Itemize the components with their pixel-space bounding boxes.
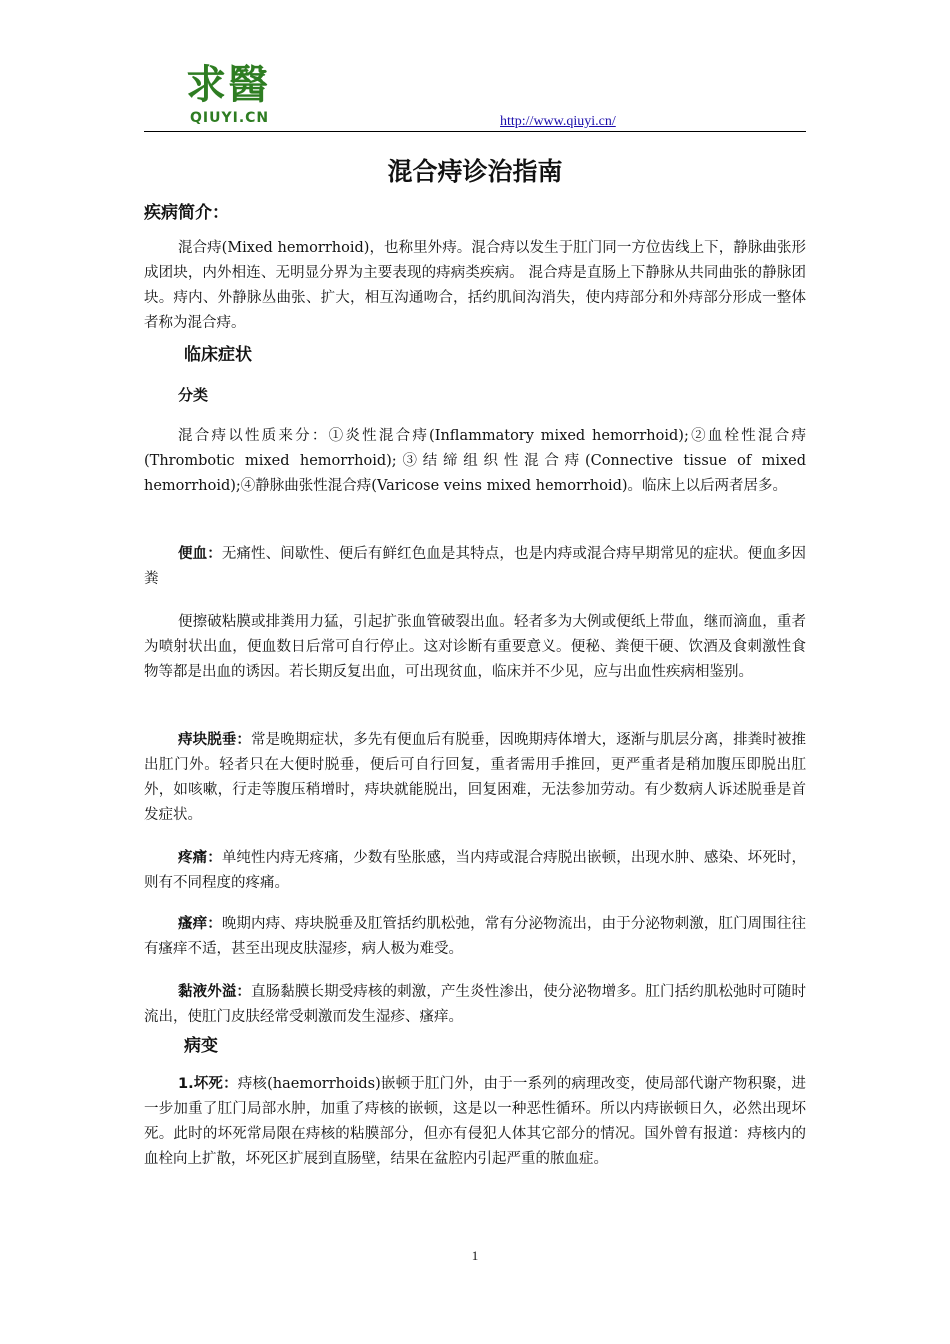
site-url-link[interactable]: http://www.qiuyi.cn/: [500, 114, 616, 129]
itch-paragraph: [144, 912, 806, 962]
pain-label: 疼痛：: [178, 850, 222, 866]
prolapse-text: 常是晚期症状，多先有便血后有脱垂，因晚期痔体增大，逐渐与肌层分离，排粪时被推出肛门外。轻者只在大便时脱垂，便后可自行回复，重者需用手推回，更严重者是稍加腹压即脱出肛外，如咳嗽，行走等腹压稍增时，痔块就能脱出，回复困难，无法参加劳动。有少数病人诉述脱垂是首发症状。: [144, 732, 807, 823]
prolapse-paragraph: [144, 728, 806, 828]
bleeding-text: 无痛性、间歇性、便后有鲜红色血是其特点，也是内痔或混合痔早期常见的症状。便血多因粪: [144, 546, 807, 587]
necrosis-label: 1.坏死：: [178, 1076, 238, 1092]
logo-english-text: QIUYI.CN: [190, 110, 270, 126]
bleeding-label: 便血：: [178, 546, 222, 562]
itch-label: 瘙痒：: [178, 916, 222, 932]
bleeding-continued-paragraph: 便擦破粘膜或排粪用力猛，引起扩张血管破裂出血。轻者多为大例或便纸上带血，继而滴血，重者为喷射状出血，便血数日后常可自行停止。这对诊断有重要意义。便秘、粪便干硬、饮酒及食刺激性食物等都是出血的诱因。若长期反复出血，可出现贫血，临床并不少见，应与出血性疾病相鉴别。: [144, 614, 806, 680]
intro-paragraph: 混合痔(Mixed hemorrhoid)，也称里外痔。混合痔以发生于肛门同一方位齿线上下，静脉曲张形成团块，内外相连、无明显分界为主要表现的痔病类疾病。 混合痔是直肠上下静脉从共同曲张的静脉团块。痔内、外静脉丛曲张、扩大，相互沟通吻合，括约肌间沟消失，使内痔部分和外痔部分形成一整体者称为混合痔。: [144, 240, 806, 331]
clinical-heading: 临床症状: [184, 345, 252, 365]
necrosis-paragraph: [144, 1072, 806, 1172]
necrosis-text: 痔核(haemorrhoids)嵌顿于肛门外，由于一系列的病理改变，使局部代谢产物积聚，进一步加重了肛门局部水肿，加重了痔核的嵌顿，这是以一种恶性循环。所以内痔嵌顿日久，必然出现坏死。此时的坏死常局限在痔核的粘膜部分，但亦有侵犯人体其它部分的情况。国外曾有报道：痔核内的血栓向上扩散，坏死区扩展到直肠壁，结果在盆腔内引起严重的脓血症。: [144, 1076, 806, 1167]
page-number: 1: [471, 1248, 479, 1263]
lesion-heading: 病变: [184, 1036, 218, 1056]
bleeding-paragraph: [144, 542, 806, 592]
logo-chinese-text: 求醫: [186, 61, 270, 108]
itch-text: 晚期内痔、痔块脱垂及肛管括约肌松弛，常有分泌物流出，由于分泌物刺激，肛门周围往往有瘙痒不适，甚至出现皮肤湿疹，病人极为难受。: [144, 916, 807, 957]
classification-heading: 分类: [178, 386, 209, 404]
mucus-text: 直肠黏膜长期受痔核的刺激，产生炎性渗出，使分泌物增多。肛门括约肌松弛时可随时流出，使肛门皮肤经常受刺激而发生湿疹、瘙痒。: [144, 984, 807, 1025]
mucus-label: 黏液外溢：: [178, 984, 252, 1000]
header-divider: [144, 131, 806, 132]
intro-heading: 疾病简介：: [144, 203, 229, 223]
qiuyi-logo: [186, 62, 286, 132]
pain-paragraph: [144, 846, 806, 896]
mucus-paragraph: [144, 980, 806, 1030]
prolapse-label: 痔块脱垂：: [178, 732, 252, 748]
document-title: 混合痔诊治指南: [387, 157, 563, 186]
pain-text: 单纯性内痔无疼痛，少数有坠胀感，当内痔或混合痔脱出嵌顿，出现水肿、感染、坏死时，则有不同程度的疼痛。: [144, 850, 807, 891]
classification-paragraph: 混合痔以性质来分：①炎性混合痔(Inflammatory mixed hemorrhoid);②血栓性混合痔(Thrombotic mixed hemorrhoid);③结缔组织性混合痔(Connective tissue of mixed hemorrhoid);④静脉曲张性混合痔(Varicose veins mixed hemorrhoid)。临床上以后两者居多。: [144, 428, 806, 494]
